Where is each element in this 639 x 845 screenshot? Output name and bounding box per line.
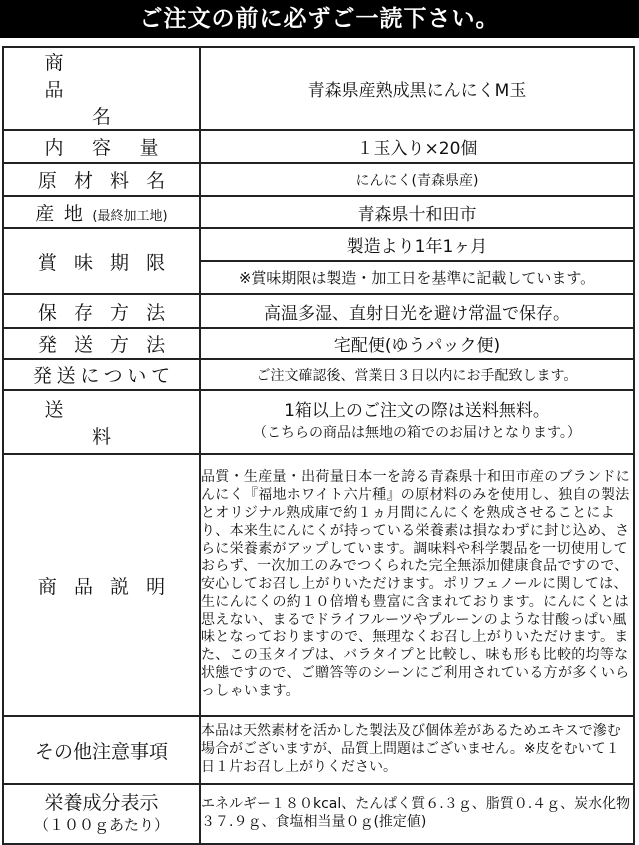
value-best-before: 製造より1年1ヶ月 [200, 228, 634, 261]
label-nutrition [3, 784, 200, 844]
value-nutrition: エネルギー１８０kcal、たんぱく質６.３ｇ、脂質０.４ｇ、炭水化物３７.９ｇ、食塩相当量０ｇ(推定値) [200, 784, 634, 844]
value-storage: 高温多湿、直射日光を避け常温で保存。 [200, 294, 634, 328]
label-best-before: 賞味期限 [3, 228, 200, 294]
label-other-notes: その他注意事項 [3, 716, 200, 784]
label-description: 商品説明 [3, 454, 200, 716]
notice-header: ご注文の前に必ずご一読下さい。 [0, 0, 639, 38]
label-shipping-method: 発送方法 [3, 328, 200, 359]
product-spec-table [2, 46, 635, 845]
value-postage [200, 390, 634, 454]
row-other-notes [3, 716, 634, 784]
value-other-notes: 本品は天然素材を活かした製法及び個体差があるためエキスで滲む場合がございますが、品質上問題はございません。※皮をむいて１日１片お召し上がりください。 [200, 716, 634, 784]
label-origin: 産地(最終加工地) [3, 196, 200, 228]
value-description: 品質・生産量・出荷量日本一を誇る青森県十和田市産のブランドにんにく『福地ホワイト六片種』の原材料のみを使用し、独自の製法とオリジナル熟成庫で約１ヵ月間にんにくを熟成させることにより、本来生にんにくが持っている栄養素は損なわずに封じ込め、さらに栄養素がアップしています。調味料や科学製品を一切使用しておらず、一次加工のみでつくられた完全無添加健康食品ですので、安心してお召し上がりいただけます。ポリフェノールに関しては、生にんにくの約１０倍増も豊富に含まれております。にんにくとは思えない、まるでドライフルーツやプルーンのような甘酸っぱい風味となっておりますので、無理なくお召し上がりいただけます。また、この玉タイプは、バラタイプと比較し、味も形も比較的均等な状態ですので、ご贈答等のシーンにご利用されている方が多くいらっしゃいます。 [200, 454, 634, 716]
label-product-name: 商品名 [3, 47, 200, 130]
row-product-name [3, 47, 634, 130]
row-ingredients [3, 163, 634, 196]
row-contents [3, 130, 634, 163]
value-product-name: 青森県産熟成黒にんにくM玉 [200, 47, 634, 130]
postage-line-1: 1箱以上のご注文の際は送料無料。 [284, 401, 550, 421]
value-contents: １玉入り×20個 [200, 130, 634, 163]
value-ingredients: にんにく(青森県産) [200, 163, 634, 196]
value-origin: 青森県十和田市 [200, 196, 634, 228]
row-postage [3, 390, 634, 454]
nutrition-title: 栄養成分表示 [44, 792, 159, 814]
nutrition-subtitle: （１００ｇあたり） [33, 816, 169, 834]
row-description [3, 454, 634, 716]
label-shipping-about: 発送について [3, 359, 200, 390]
label-contents: 内容量 [3, 130, 200, 163]
label-storage: 保存方法 [3, 294, 200, 328]
row-origin [3, 196, 634, 228]
label-postage: 送料 [3, 390, 200, 454]
label-ingredients: 原材料名 [3, 163, 200, 196]
row-shipping-method [3, 328, 634, 359]
value-shipping-about: ご注文確認後、営業日３日以内にお手配致します。 [200, 359, 634, 390]
value-shipping-method: 宅配便(ゆうパック便) [200, 328, 634, 359]
row-nutrition [3, 784, 634, 844]
row-shipping-about [3, 359, 634, 390]
row-best-before [3, 228, 634, 261]
row-storage [3, 294, 634, 328]
postage-line-2: （こちらの商品は無地の箱でのお届けとなります。） [253, 425, 581, 441]
best-before-note: ※賞味期限は製造・加工日を基準に記載しています。 [200, 261, 634, 294]
